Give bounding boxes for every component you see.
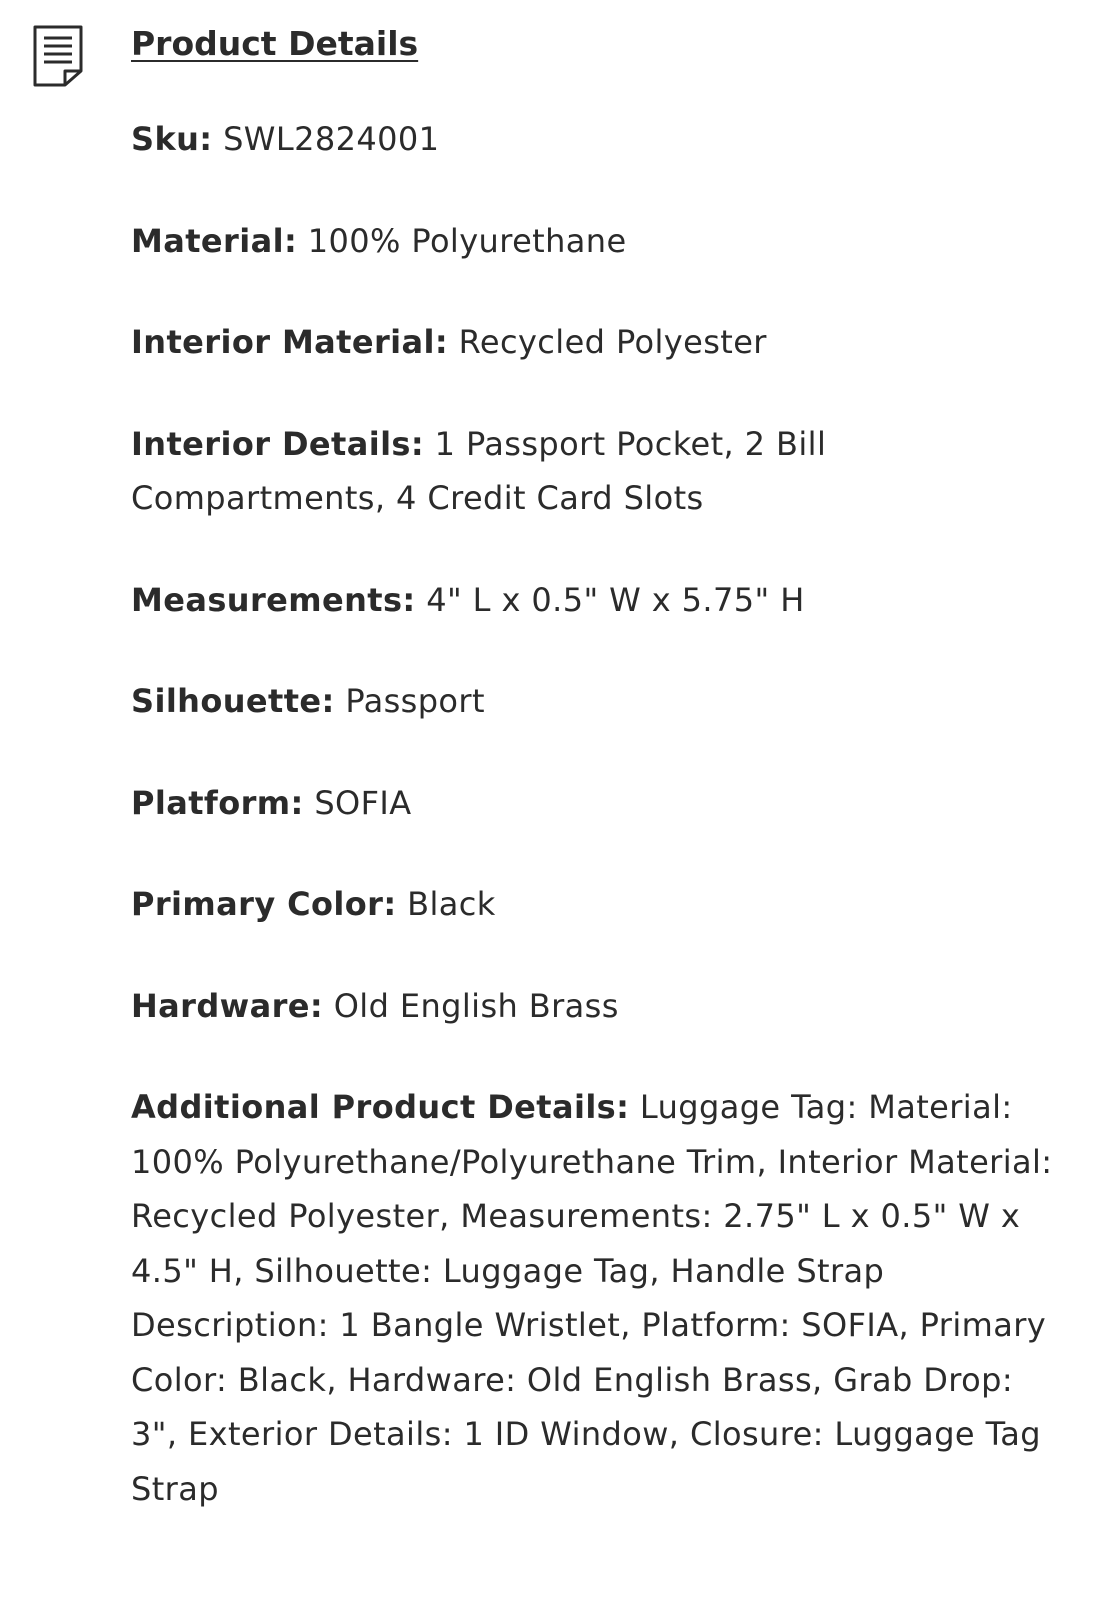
detail-value: 4" L x 0.5" W x 5.75" H (426, 580, 805, 619)
detail-label: Measurements: (131, 580, 416, 619)
detail-row-primary-color (131, 877, 1061, 932)
detail-row-platform (131, 776, 1061, 831)
detail-label: Material: (131, 221, 298, 260)
detail-row-measurements (131, 573, 1061, 628)
detail-value: SOFIA (314, 783, 412, 822)
detail-row-hardware (131, 979, 1061, 1034)
detail-label: Platform: (131, 783, 304, 822)
detail-row-interior-details (131, 417, 1061, 526)
product-details-panel (131, 20, 1061, 1516)
product-details-title[interactable]: Product Details (131, 24, 419, 63)
detail-label: Hardware: (131, 986, 324, 1025)
detail-value: Black (407, 885, 496, 923)
detail-value: Luggage Tag: Material: 100% Polyurethane/Polyurethane Trim, Interior Material: Recycled Polyester, Measurements: 2.75" L x 0.5" W x 4.5" H, Silhouette: Luggage Tag, Handle Strap Description: 1 Bangle Wristlet, Platform: SOFIA, Primary Color: Black, Hardware: Old English Brass, Grab Drop: 3", Exterior Details: 1 ID Window, Closure: Luggage Tag Strap (131, 1088, 1053, 1508)
detail-value: Passport (345, 682, 485, 720)
document-icon (32, 24, 84, 88)
detail-label: Primary Color: (131, 885, 397, 923)
detail-value: 1 Passport Pocket, 2 Bill Compartments, 4 Credit Card Slots (131, 424, 827, 517)
detail-row-additional-product-details (131, 1080, 1061, 1516)
detail-label: Silhouette: (131, 682, 335, 720)
detail-row-sku (131, 112, 1061, 167)
detail-label: Sku: (131, 120, 213, 158)
detail-value: Recycled Polyester (458, 323, 767, 361)
detail-value: SWL2824001 (223, 120, 440, 158)
detail-row-silhouette (131, 674, 1061, 729)
detail-value: Old English Brass (333, 986, 619, 1025)
detail-label: Additional Product Details: (131, 1088, 630, 1126)
detail-row-material (131, 214, 1061, 269)
detail-value: 100% Polyurethane (307, 221, 627, 260)
detail-label: Interior Material: (131, 323, 449, 361)
detail-row-interior-material (131, 315, 1061, 370)
detail-label: Interior Details: (131, 424, 425, 463)
